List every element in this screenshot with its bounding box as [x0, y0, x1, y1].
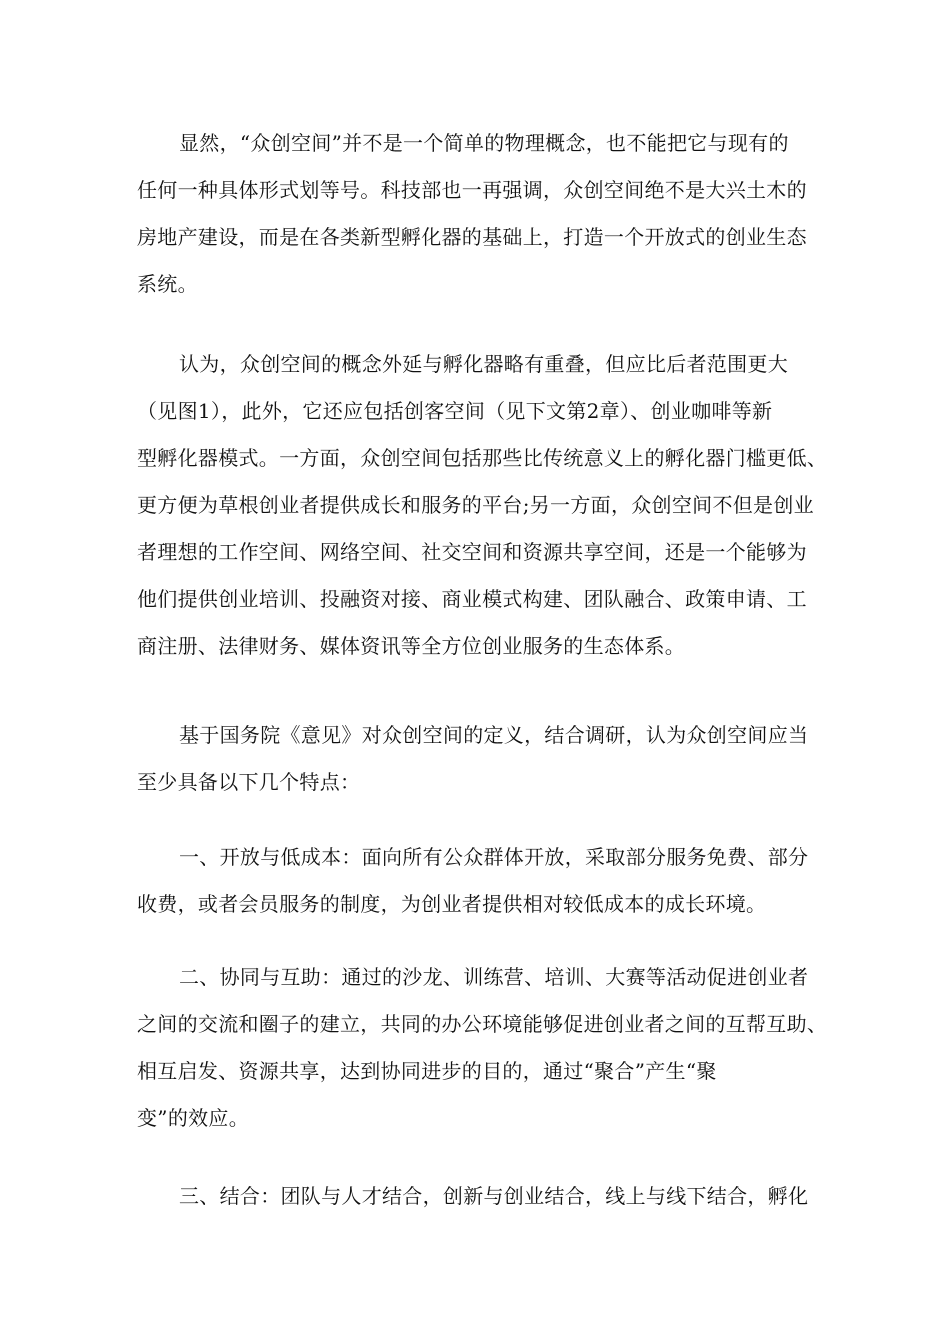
paragraph-3	[137, 712, 837, 806]
text-line: 收费，或者会员服务的制度，为创业者提供相对较低成本的成长环境。	[137, 892, 767, 916]
text-line: 系统。	[137, 272, 198, 296]
text-line: 基于国务院《意见》对众创空间的定义，结合调研，认为众创空间应当	[179, 723, 809, 747]
text-line: 之间的交流和圈子的建立，共同的办公环境能够促进创业者之间的互帮互助、	[137, 1012, 828, 1036]
text-line: 型孵化器模式。一方面，众创空间包括那些比传统意义上的孵化器门槛更低、	[137, 446, 828, 470]
text-line: 他们提供创业培训、投融资对接、商业模式构建、团队融合、政策申请、工	[137, 587, 807, 611]
paragraph-1	[137, 120, 837, 308]
text-line: 相互启发、资源共享，达到协同进步的目的，通过“聚合”产生“聚	[137, 1059, 717, 1083]
paragraph-5	[137, 954, 837, 1142]
text-line: 至少具备以下几个特点：	[137, 770, 361, 794]
text-line: 二、协同与互助：通过的沙龙、训练营、培训、大赛等活动促进创业者	[179, 965, 809, 989]
text-line: 房地产建设，而是在各类新型孵化器的基础上，打造一个开放式的创业生态	[137, 225, 807, 249]
text-line: 更方便为草根创业者提供成长和服务的平台;另一方面，众创空间不但是创业	[137, 493, 814, 517]
text-line: 变”的效应。	[137, 1106, 250, 1130]
text-line: 者理想的工作空间、网络空间、社交空间和资源共享空间，还是一个能够为	[137, 540, 807, 564]
text-line: 显然，“众创空间”并不是一个简单的物理概念，也不能把它与现有的	[179, 131, 789, 155]
text-line: 一、开放与低成本：面向所有公众群体开放，采取部分服务免费、部分	[179, 845, 809, 869]
paragraph-6	[137, 1173, 837, 1220]
text-line: 三、结合：团队与人才结合，创新与创业结合，线上与线下结合，孵化	[179, 1184, 809, 1208]
text-line: 商注册、法律财务、媒体资讯等全方位创业服务的生态体系。	[137, 634, 686, 658]
text-line: （见图1），此外，它还应包括创客空间（见下文第2章）、创业咖啡等新	[137, 399, 773, 423]
text-line: 认为，众创空间的概念外延与孵化器略有重叠，但应比后者范围更大	[179, 352, 788, 376]
text-line: 任何一种具体形式划等号。科技部也一再强调，众创空间绝不是大兴土木的	[137, 178, 807, 202]
paragraph-2	[137, 341, 837, 670]
paragraph-4	[137, 834, 837, 928]
